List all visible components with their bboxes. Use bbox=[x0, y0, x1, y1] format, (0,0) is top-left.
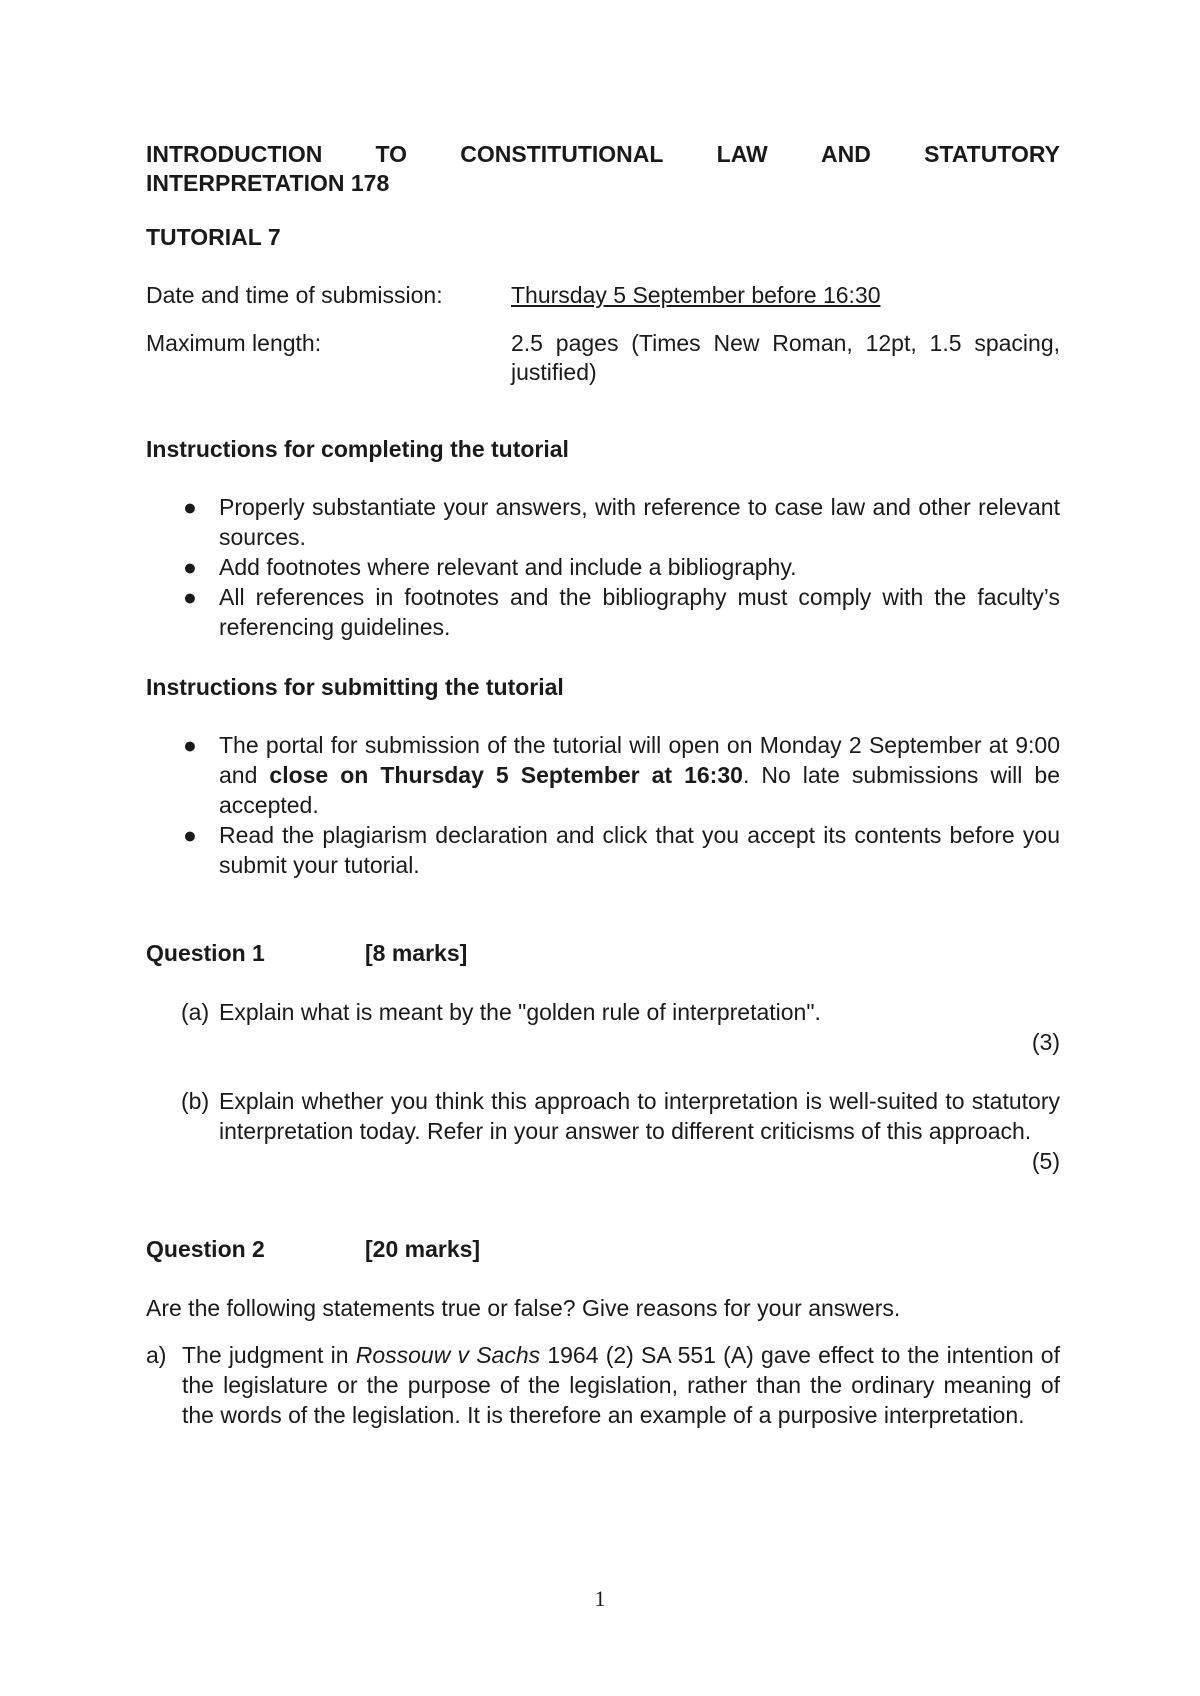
bullet-icon: ● bbox=[183, 554, 197, 580]
part-label: a) bbox=[146, 1342, 167, 1368]
title-word: AND bbox=[821, 141, 871, 167]
question1-part-a bbox=[146, 997, 1060, 1027]
question1-title: Question 1 bbox=[146, 940, 265, 966]
page-number: 1 bbox=[594, 1586, 606, 1611]
question1-part-b-marks: (5) bbox=[1031, 1148, 1060, 1174]
part-text: Explain whether you think this approach to interpretation is well-suited to statutory interpretation today. Refer in your answer to different criticisms of this approach. bbox=[219, 1088, 1060, 1144]
bullet-icon: ● bbox=[183, 822, 197, 848]
list-item: ● Read the plagiarism declaration and click that you accept its contents before you submit your tutorial. bbox=[183, 822, 1060, 878]
list-item: ● Add footnotes where relevant and include a bibliography. bbox=[183, 554, 797, 580]
part-text: Explain what is meant by the "golden rule of interpretation". bbox=[219, 999, 821, 1025]
question2-intro: Are the following statements true or false? Give reasons for your answers. bbox=[146, 1295, 901, 1321]
part-label: (a) bbox=[181, 999, 210, 1025]
max-length-label: Maximum length: bbox=[146, 330, 322, 356]
question1-part-a-marks: (3) bbox=[1031, 1029, 1060, 1055]
max-length-row bbox=[146, 329, 1060, 387]
course-title-line1 bbox=[146, 140, 1060, 169]
course-title-line2: INTERPRETATION 178 bbox=[146, 170, 390, 196]
max-length-value: 2.5 pages (Times New Roman, 12pt, 1.5 spacing, justified) bbox=[511, 330, 1060, 385]
course-title bbox=[146, 140, 1060, 198]
question2-marks: [20 marks] bbox=[365, 1236, 481, 1262]
question2-heading bbox=[146, 1235, 1060, 1264]
submission-date-label: Date and time of submission: bbox=[146, 282, 443, 308]
title-word: INTRODUCTION bbox=[146, 141, 323, 167]
submission-date-value: Thursday 5 September before 16:30 bbox=[511, 282, 881, 308]
question1-part-b bbox=[146, 1086, 1060, 1146]
list-item: ● The portal for submission of the tutorial will open on Monday 2 September at 9:00 and close on Thursday 5 September at 16:30. No late submissions will be accepted. bbox=[183, 732, 1061, 818]
title-word: LAW bbox=[716, 141, 768, 167]
completing-heading: Instructions for completing the tutorial bbox=[146, 436, 569, 462]
title-word: CONSTITUTIONAL bbox=[460, 141, 664, 167]
question1-marks: [8 marks] bbox=[365, 940, 468, 966]
title-word: TO bbox=[375, 141, 408, 167]
title-word: STATUTORY bbox=[924, 141, 1060, 167]
submitting-list bbox=[146, 730, 1060, 880]
part-label: (b) bbox=[181, 1088, 210, 1114]
document-page bbox=[146, 140, 1060, 1430]
list-item: ● All references in footnotes and the bibliography must comply with the faculty’s referencing guidelines. bbox=[183, 584, 1060, 640]
question2-title: Question 2 bbox=[146, 1236, 265, 1262]
bullet-icon: ● bbox=[183, 494, 197, 520]
list-item: ● Properly substantiate your answers, with reference to case law and other relevant sources. bbox=[183, 494, 1060, 550]
case-name: Rossouw v Sachs bbox=[355, 1342, 541, 1368]
bullet-icon: ● bbox=[183, 732, 197, 758]
submission-date-row bbox=[146, 281, 1060, 310]
bullet-icon: ● bbox=[183, 584, 197, 610]
submitting-heading: Instructions for submitting the tutorial bbox=[146, 674, 564, 700]
question2-part-a: a) The judgment in Rossouw v Sachs 1964 (2) SA 551 (A) gave effect to the intention of the legislature or the purpose of the legislation, rather than the ordinary meaning of the words of the legislation. It is therefore an example of a purposive interpretation. bbox=[146, 1342, 1060, 1428]
completing-list bbox=[146, 492, 1060, 642]
deadline-emphasis: close on Thursday 5 September at 16:30 bbox=[269, 762, 743, 788]
question1-heading bbox=[146, 939, 1060, 968]
tutorial-title: TUTORIAL 7 bbox=[146, 224, 281, 250]
